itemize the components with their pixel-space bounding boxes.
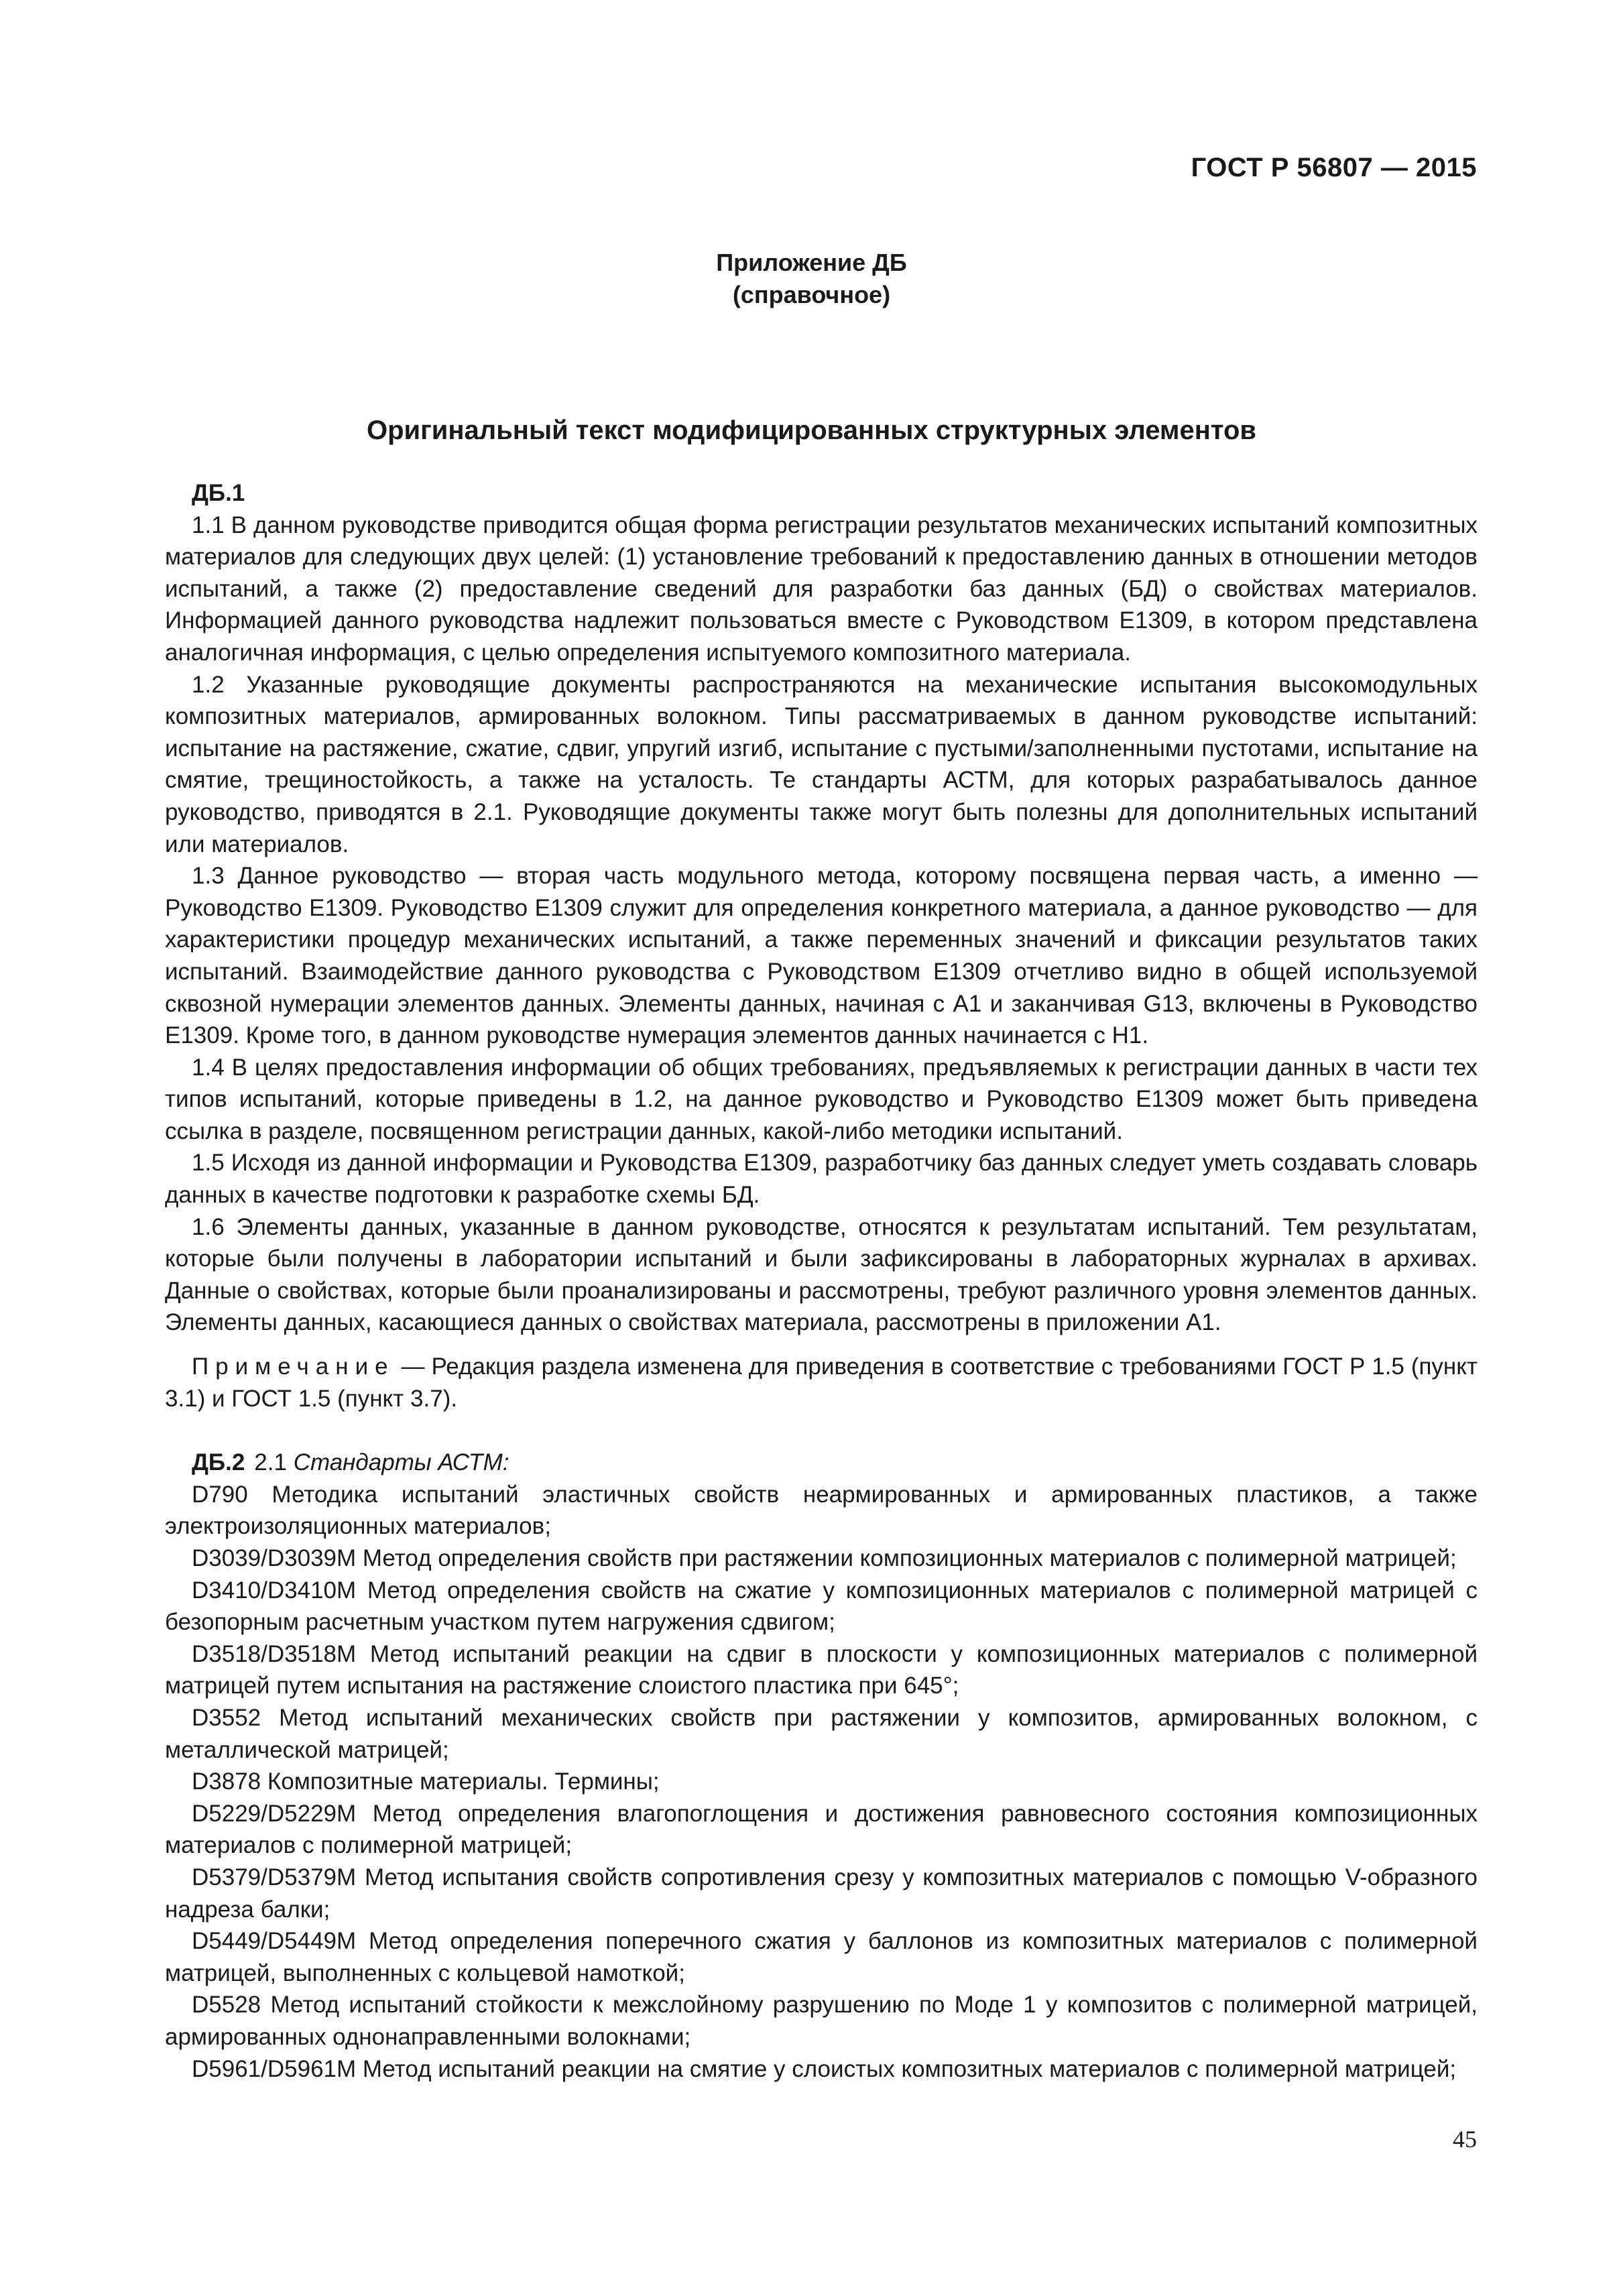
paragraph-1-3: 1.3 Данное руководство — вторая часть модульного метода, которому посвящена первая часть, а именно — Руководство E1309. Руководство E1309 служит для определения конкретного материала, а данное руководство — для характеристики процедур механических испытаний, а также переменных значений и фиксации результатов таких испытаний. Взаимодействие данного руководства с Руководством E1309 отчетливо видно в общей используемой сквозной нумерации элементов данных. Элементы данных, начиная с А1 и заканчивая G13, включены в Руководство E1309. Кроме того, в данном руководстве нумерация элементов данных начинается с Н1. [165,863,1478,1049]
note-text: — Редакция раздела изменена для приведения в соответствие с требованиями ГОСТ Р 1.5 (пункт 3.1) и ГОСТ 1.5 (пункт 3.7). [165,1353,1478,1412]
section-heading-db1: ДБ.1 [192,480,245,506]
standard-item-d3518: D3518/D3518M Метод испытаний реакции на сдвиг в плоскости у композиционных материалов с полимерной матрицей путем испытания на растяжение слоистого пластика при 645°; [165,1640,1478,1699]
section-label-db2: ДБ.2 [192,1449,245,1476]
paragraph-1-1: 1.1 В данном руководстве приводится общая форма регистрации результатов механических испытаний композитных материалов для следующих двух целей: (1) установление требований к предоставлению данных в отношении методов испытаний, а также (2) предоставление сведений для разработки баз данных (БД) о свойствах материалов. Информацией данного руководства надлежит пользоваться вместе с Руководством E1309, в котором представлена аналогичная информация, с целью определения испытуемого композитного материала. [165,511,1478,666]
standard-item-d3410: D3410/D3410M Метод определения свойств на сжатие у композиционных материалов с полимерной матрицей с безопорным расчетным участком путем нагружения сдвигом; [165,1577,1478,1636]
page-number: 45 [1453,2126,1477,2153]
item-number: 2.1 [254,1449,287,1476]
standard-item-d3039: D3039/D3039M Метод определения свойств при растяжении композиционных материалов с полимерной матрицей; [192,1545,1457,1571]
item-title: Стандарты АСТМ: [293,1449,509,1476]
paragraph-1-6: 1.6 Элементы данных, указанные в данном руководстве, относятся к результатам испытаний. Тем результатам, которые были получены в лаборатории испытаний и были зафиксированы в лабораторных журналах в архивах. Данные о свойствах, которые были проанализированы и рассмотрены, требуют различного уровня элементов данных. Элементы данных, касающиеся данных о свойствах материала, рассмотрены в приложении А1. [165,1213,1478,1336]
standard-item-d5449: D5449/D5449M Метод определения поперечного сжатия у баллонов из композитных материалов с полимерной матрицей, выполненных с кольцевой намоткой; [165,1928,1478,1986]
standard-item-d5229: D5229/D5229M Метод определения влагопоглощения и достижения равновесного состояния композиционных материалов с полимерной матрицей; [165,1800,1478,1859]
standard-item-d5961: D5961/D5961M Метод испытаний реакции на смятие у слоистых композитных материалов с полимерной матрицей; [192,2055,1457,2082]
appendix-type: (справочное) [732,281,891,308]
note-label: Примечание [192,1353,395,1380]
paragraph-1-2: 1.2 Указанные руководящие документы распространяются на механические испытания высокомодульных композитных материалов, армированных волокном. Типы рассматриваемых в данном руководстве испытаний: испытание на растяжение, сжатие, сдвиг, упругий изгиб, испытание с пустыми/заполненными пустотами, испытание на смятие, трещиностойкость, а также на усталость. Те стандарты АСТМ, для которых разрабатывалось данное руководство, приводятся в 2.1. Руководящие документы также могут быть полезны для дополнительных испытаний или материалов. [165,671,1478,857]
paragraph-1-5: 1.5 Исходя из данной информации и Руководства E1309, разработчику баз данных следует уметь создавать словарь данных в качестве подготовки к разработке схемы БД. [165,1150,1478,1209]
standard-item-d3878: D3878 Композитные материалы. Термины; [192,1768,660,1795]
document-title: Оригинальный текст модифицированных структурных элементов [366,416,1257,445]
standard-item-d5528: D5528 Метод испытаний стойкости к межслойному разрушению по Моде 1 у композитов с полимерной матрицей, армированных однонаправленными волокнами; [165,1992,1478,2050]
appendix-heading [0,247,1623,311]
standard-item-d790: D790 Методика испытаний эластичных свойств неармированных и армированных пластиков, а также электроизоляционных материалов; [165,1481,1478,1540]
note [165,1351,1478,1414]
standard-item-d5379: D5379/D5379M Метод испытания свойств сопротивления срезу у композитных материалов с помощью V-образного надреза балки; [165,1864,1478,1923]
standard-item-d3552: D3552 Метод испытаний механических свойств при растяжении у композитов, армированных волокном, с металлической матрицей; [165,1704,1478,1763]
section-heading-db2 [165,1447,1478,1479]
appendix-title: Приложение ДБ [716,249,907,276]
document-body [165,477,1478,2085]
paragraph-1-4: 1.4 В целях предоставления информации об общих требованиях, предъявляемых к регистрации данных в части тех типов испытаний, которые приведены в 1.2, на данное руководство и Руководство E1309 может быть приведена ссылка в разделе, посвященном регистрации данных, какой-либо методики испытаний. [165,1054,1478,1144]
standard-id: ГОСТ Р 56807 — 2015 [1191,153,1477,182]
